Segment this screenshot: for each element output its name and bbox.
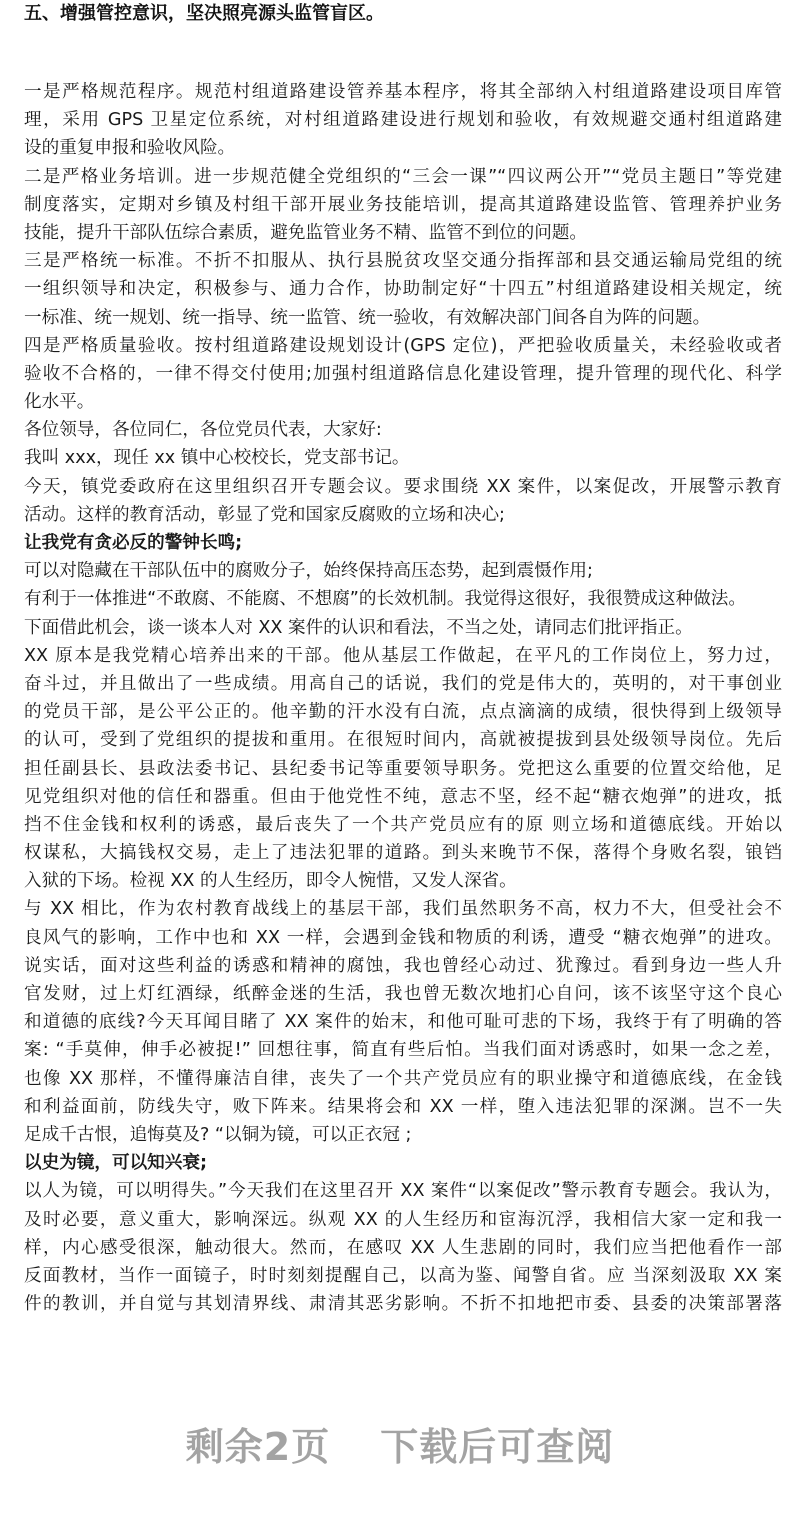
text-line: 制度落实，定期对乡镇及村组干部开展业务技能培训，提高其道路建设监管、管理养护业务 (24, 194, 782, 215)
text-line: 理，采用 GPS 卫星定位系统，对村组道路建设进行规划和验收，有效规避交通村组道路建 (24, 110, 782, 131)
download-hint-label: 下载后可查阅 (380, 1425, 615, 1469)
text-line: 设的重复申报和验收风险。 (24, 138, 236, 159)
text-line: 今天，镇党委政府在这里组织召开专题会议。要求围绕 XX 案件，以案促改，开展警示教育 (24, 476, 782, 497)
paragraph (24, 416, 782, 444)
text-line: XX 原本是我党精心培养出来的干部。他从基层工作做起，在平凡的工作岗位上，努力过， (24, 645, 782, 666)
text-line: 有利于一体推进“不敢腐、不能腐、不想腐”的长效机制。我觉得这很好，我很赞成这种做法。 (24, 589, 746, 610)
paragraph (24, 529, 782, 557)
text-line: 的党员干部，是公平公正的。他辛勤的汗水没有白流，点点滴滴的成绩，很快得到上级领导 (24, 702, 782, 723)
text-line: 权谋私，大搞钱权交易，走上了违法犯罪的道路。到头来晚节不保，落得个身败名裂，锒铛 (24, 843, 782, 864)
text-line: 一组织领导和决定，积极参与、通力合作，协助制定好“十四五”村组道路建设相关规定，统 (24, 279, 782, 300)
text-line: 一标准、统一规划、统一指导、统一监管、统一验收，有效解决部门间各自为阵的问题。 (24, 307, 711, 328)
text-line: 见党组织对他的信任和器重。但由于他党性不纯，意志不坚，经不起“糖衣炮弹”的进攻，抵 (24, 786, 782, 807)
text-line: 说实话，面对这些利益的诱惑和精神的腐蚀，我也曾经心动过、犹豫过。看到身边一些人升 (24, 955, 782, 976)
text-line: 三是严格统一标准。不折不扣服从、执行县脱贫攻坚交通分指挥部和县交通运输局党组的统 (24, 251, 782, 272)
text-line: 和道德的底线?今天耳闻目睹了 XX 案件的始末，和他可耻可悲的下场，我终于有了明确的答 (24, 1012, 782, 1033)
text-line: 可以对隐藏在干部队伍中的腐败分子，始终保持高压态势，起到震慑作用; (24, 561, 593, 582)
text-line: 验收不合格的，一律不得交付使用;加强村组道路信息化建设管理，提升管理的现代化、科学 (24, 363, 782, 384)
text-line: 及时必要，意义重大，影响深远。纵观 XX 的人生经历和宦海沉浮，我相信大家一定和我一 (24, 1209, 782, 1230)
paragraph (24, 163, 782, 248)
text-line: 我叫 xxx，现任 xx 镇中心校校长，党支部书记。 (24, 448, 410, 469)
remaining-pages-label: 剩余2页 (185, 1425, 331, 1469)
paragraph (24, 1149, 782, 1177)
text-line: 与 XX 相比，作为农村教育战线上的基层干部，我们虽然职务不高，权力不大，但受社会不 (24, 899, 782, 920)
section-heading: 五、增强管控意识，坚决照亮源头监管盲区。 (24, 3, 384, 24)
text-line: 件的教训，并自觉与其划清界线、肃清其恶劣影响。不折不扣地把市委、县委的决策部署落 (24, 1294, 782, 1315)
download-prompt[interactable] (0, 1416, 800, 1471)
text-line: 奋斗过，并且做出了一些成绩。用高自己的话说，我们的党是伟大的，英明的，对干事创业 (24, 673, 782, 694)
paragraph (24, 895, 782, 1149)
paragraph (24, 473, 782, 529)
text-line: 化水平。 (24, 392, 95, 413)
paragraph (24, 585, 782, 613)
document-body (24, 78, 782, 1318)
text-line: 案: “手莫伸，伸手必被捉!” 回想往事，简直有些后怕。当我们面对诱惑时，如果一念之差， (24, 1040, 782, 1061)
paragraph (24, 642, 782, 896)
text-line: 技能，提升干部队伍综合素质，避免监管业务不精、监管不到位的问题。 (24, 222, 588, 243)
text-line: 也像 XX 那样，不懂得廉洁自律，丧失了一个共产党员应有的职业操守和道德底线，在金钱 (24, 1068, 782, 1089)
paragraph (24, 78, 782, 163)
text-line: 让我党有贪必反的警钟长鸣; (24, 533, 243, 553)
text-line: 和利益面前，防线失守，败下阵来。结果将会和 XX 一样，堕入违法犯罪的深渊。岂不一失 (24, 1096, 782, 1117)
text-line: 以人为镜，可以明得失。”今天我们在这里召开 XX 案件“以案促改”警示教育专题会。我认为， (24, 1181, 782, 1202)
text-line: 挡不住金钱和权利的诱惑，最后丧失了一个共产党员应有的原 则立场和道德底线。开始以 (24, 814, 782, 835)
text-line: 入狱的下场。检视 XX 的人生经历，即令人惋惜，又发人深省。 (24, 871, 517, 892)
text-line: 足成千古恨，追悔莫及? “以铜为镜，可以正衣冠 ; (24, 1124, 412, 1145)
text-line: 活动。这样的教育活动，彰显了党和国家反腐败的立场和决心; (24, 504, 505, 525)
paragraph (24, 332, 782, 417)
text-line: 反面教材，当作一面镜子，时时刻刻提醒自己，以高为鉴、闻警自省。应 当深刻汲取 XX 案 (24, 1265, 782, 1286)
text-line: 一是严格规范程序。规范村组道路建设管养基本程序，将其全部纳入村组道路建设项目库管 (24, 82, 782, 102)
paragraph (24, 614, 782, 642)
text-line: 四是严格质量验收。按村组道路建设规划设计(GPS 定位)，严把验收质量关，未经验收或者 (24, 335, 782, 356)
paragraph (24, 1177, 782, 1318)
text-line: 样，内心感受很深，触动很大。然而，在感叹 XX 人生悲剧的同时，我们应当把他看作一部 (24, 1237, 782, 1258)
text-line: 官发财，过上灯红酒绿，纸醉金迷的生活，我也曾无数次地扪心自问，该不该坚守这个良心 (24, 984, 782, 1004)
paragraph (24, 557, 782, 585)
paragraph (24, 247, 782, 332)
text-line: 良风气的影响，工作中也和 XX 一样，会遇到金钱和物质的利诱，遭受 “糖衣炮弹”的进攻。 (24, 927, 782, 948)
text-line: 各位领导，各位同仁，各位党员代表，大家好: (24, 420, 382, 441)
text-line: 二是严格业务培训。进一步规范健全党组织的“三会一课”“四议两公开”“党员主题日”等党建 (24, 166, 782, 187)
text-line: 的认可，受到了党组织的提拔和重用。在很短时间内，高就被提拔到县处级领导岗位。先后 (24, 730, 782, 751)
text-line: 以史为镜，可以知兴衰; (24, 1153, 207, 1174)
text-line: 下面借此机会，谈一谈本人对 XX 案件的认识和看法，不当之处，请同志们批评指正。 (24, 617, 693, 638)
paragraph (24, 444, 782, 472)
text-line: 担任副县长、县政法委书记、县纪委书记等重要领导职务。党把这么重要的位置交给他，足 (24, 758, 782, 779)
